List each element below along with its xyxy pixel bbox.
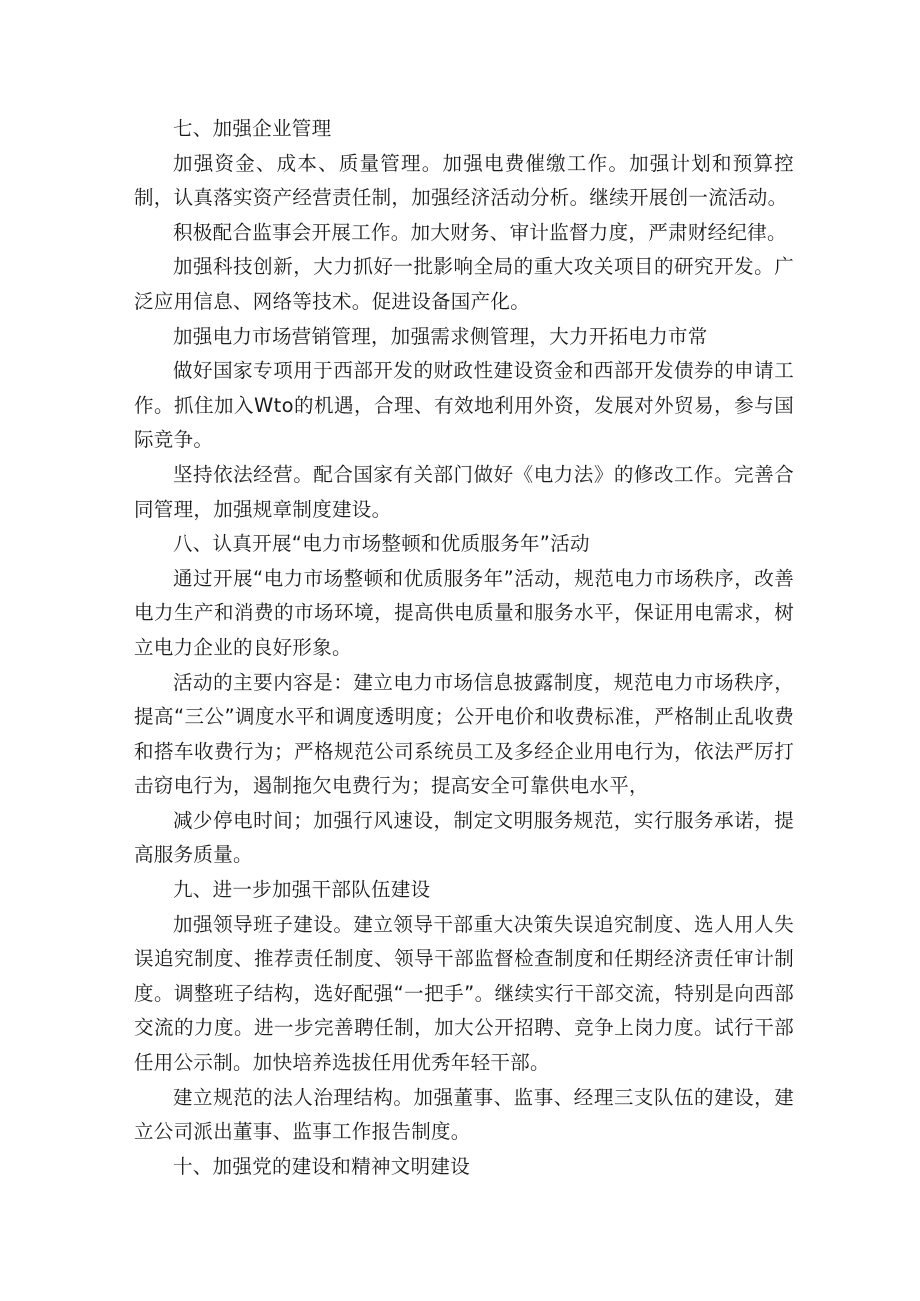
section-heading-10: 十、加强党的建设和精神文明建设 — [173, 1154, 471, 1178]
paragraph: 加强资金、成本、质量管理。加强电费催缴工作。加强计划和预算控制，认真落实资产经营责任制，加强经济活动分析。继续开展创一流活动。 — [134, 151, 794, 210]
paragraph: 减少停电时间；加强行风速设，制定文明服务规范，实行服务承诺，提高服务质量。 — [134, 808, 794, 867]
paragraph: 坚持依法经营。配合国家有关部门做好《电力法》的修改工作。完善合同管理，加强规章制度建设。 — [134, 462, 794, 521]
paragraph: 加强领导班子建设。建立领导干部重大决策失误追究制度、选人用人失误追究制度、推荐责任制度、领导干部监督检查制度和任期经济责任审计制度。调整班子结构，选好配强“一把手”。继续实行干部交流，特别是向西部交流的力度。进一步完善聘任制，加大公开招聘、竞争上岗力度。试行干部任用公示制。加快培养选拔任用优秀年轻干部。 — [134, 912, 794, 1075]
paragraph: 做好国家专项用于西部开发的财政性建设资金和西部开发债券的申请工作。抓住加入Wto的机遇，合理、有效地利用外资，发展对外贸易，参与国际竞争。 — [134, 359, 794, 452]
paragraph: 通过开展“电力市场整顿和优质服务年”活动，规范电力市场秩序，改善电力生产和消费的市场环境，提高供电质量和服务水平，保证用电需求，树立电力企业的良好形象。 — [134, 566, 794, 659]
paragraph: 活动的主要内容是：建立电力市场信息披露制度，规范电力市场秩序，提高“三公”调度水平和调度透明度；公开电价和收费标准，严格制止乱收费和搭车收费行为；严格规范公司系统员工及多经企业用电行为，依法严厉打击窃电行为，遏制拖欠电费行为；提高安全可靠供电水平， — [134, 670, 794, 798]
document-body — [134, 112, 794, 1184]
paragraph: 加强电力市场营销管理，加强需求侧管理，大力开拓电力市常 — [173, 324, 708, 348]
paragraph: 建立规范的法人治理结构。加强董事、监事、经理三支队伍的建设，建立公司派出董事、监事工作报告制度。 — [134, 1085, 794, 1144]
section-heading-9: 九、进一步加强干部队伍建设 — [173, 878, 431, 902]
section-heading-7: 七、加强企业管理 — [173, 117, 332, 140]
paragraph: 加强科技创新，大力抓好一批影响全局的重大攻关项目的研究开发。广泛应用信息、网络等技术。促进设备国产化。 — [134, 255, 794, 313]
section-heading-8: 八、认真开展“电力市场整顿和优质服务年”活动 — [173, 532, 590, 556]
paragraph: 积极配合监事会开展工作。加大财务、审计监督力度，严肃财经纪律。 — [173, 220, 787, 244]
